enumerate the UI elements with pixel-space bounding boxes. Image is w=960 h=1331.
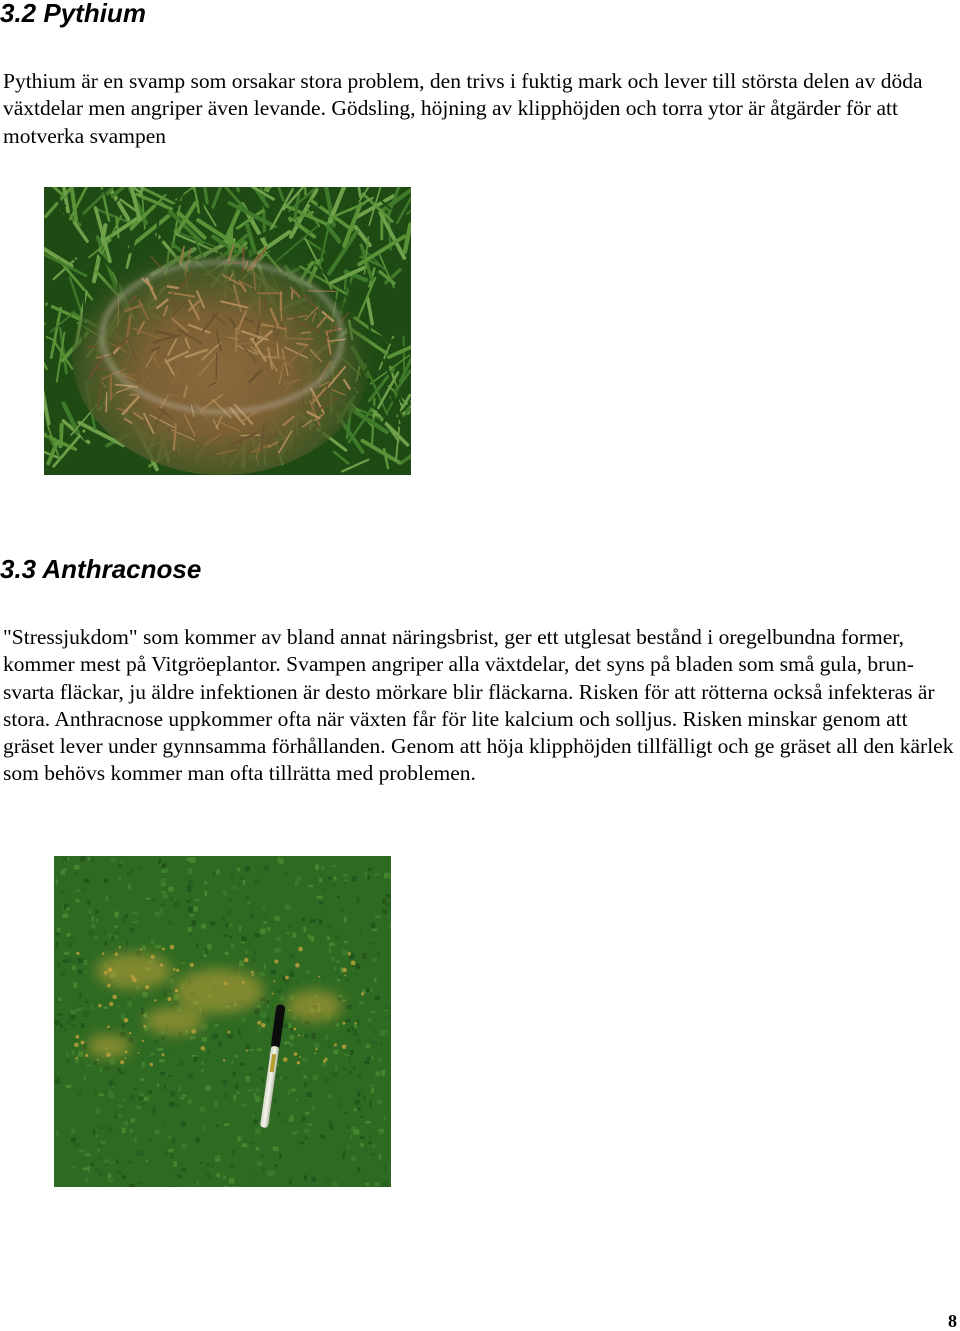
section-heading-pythium: 3.2 Pythium: [0, 0, 146, 28]
pythium-turf-photo: [44, 187, 411, 475]
anthracnose-photo-graphic: [54, 856, 391, 1187]
paragraph-pythium: Pythium är en svamp som orsakar stora problem, den trivs i fuktig mark och lever till största delen av döda växtdelar men angriper även levande. Gödsling, höjning av klipphöjden och torra ytor är åtgärder för att motverka svampen: [3, 68, 953, 150]
paragraph-anthracnose: "Stressjukdom" som kommer av bland annat näringsbrist, ger ett utglesat bestånd i oregelbundna former, kommer mest på Vitgröeplantor. Svampen angriper alla växtdelar, det syns på bladen som små gula, brun-svarta fläckar, ju äldre infektionen är desto mörkare blir fläckarna. Risken för att rötterna också infekteras är stora. Anthracnose uppkommer ofta när växten får för lite kalcium och solljus. Risken minskar genom att gräset lever under gynnsamma förhållanden. Genom att höja klipphöjden tillfälligt och ge gräset all den kärlek som behövs kommer man ofta tillrätta med problemen.: [3, 624, 955, 788]
anthracnose-turf-photo: [54, 856, 391, 1187]
pythium-photo-graphic: [44, 187, 411, 475]
page-number: 8: [948, 1311, 957, 1331]
section-heading-anthracnose: 3.3 Anthracnose: [0, 554, 201, 584]
